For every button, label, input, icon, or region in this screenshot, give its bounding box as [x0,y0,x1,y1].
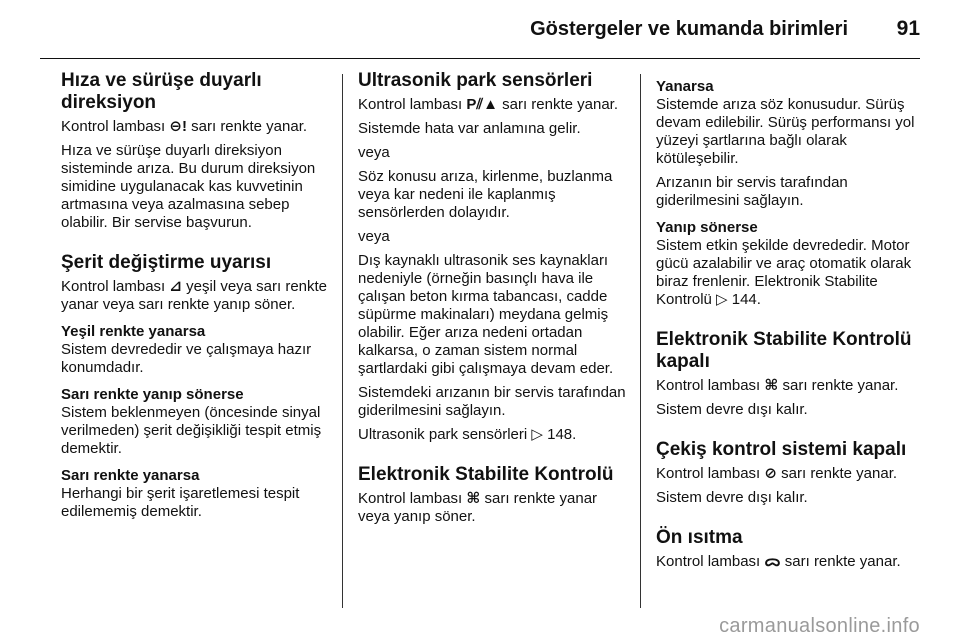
paragraph: Herhangi bir şerit işaretlemesi tespit edilememiş demektir. [61,485,300,520]
paragraph: Kontrol lambası ⊿ yeşil veya sarı renkte yanar veya sarı renkte yanıp söner. [61,278,328,313]
page-reference-link[interactable]: ▷ 144. [716,291,761,308]
paragraph: Kontrol lambası ᯅ sarı renkte yanar. [656,553,901,570]
column-divider-1 [342,74,343,608]
subheading: Yanarsa [656,78,714,95]
paragraph: Sistem etkin şekilde devrededir. Motor gücü azalabilir ve araç otomatik olarak biraz frenlenir. Elektronik Stabilite Kontrolü ▷ 144. [656,237,912,308]
column-2 [358,70,626,532]
header-title: Göstergeler ve kumanda birimleri [530,18,848,40]
section-title: Elektronik Stabilite Kontrolü kapalı [656,329,912,372]
paragraph: Sistem devrededir ve çalışmaya hazır konumdadır. [61,341,312,376]
page-number: 91 [896,17,920,40]
paragraph: Sistemde hata var anlamına gelir. [358,120,581,137]
section-title: Hıza ve sürüşe duyarlı direksiyon [61,70,262,113]
subheading: Sarı renkte yanarsa [61,467,200,484]
subheading: Sarı renkte yanıp sönerse [61,386,244,403]
header-rule [40,58,920,59]
paragraph: Sistemdeki arızanın bir servis tarafından giderilmesini sağlayın. [358,384,626,419]
section-title: Ultrasonik park sensörleri [358,70,593,91]
column-1 [61,70,329,527]
paragraph: Kontrol lambası P⫽▲ sarı renkte yanar. [358,96,619,113]
subheading: Yeşil renkte yanarsa [61,323,206,340]
section-title: Elektronik Stabilite Kontrolü [358,464,614,485]
paragraph: Kontrol lambası ⊘ sarı renkte yanar. [656,465,898,482]
paragraph: Ultrasonik park sensörleri ▷ 148. [358,426,577,443]
page-reference-link[interactable]: ▷ 148. [531,426,577,443]
watermark: carmanualsonline.info [719,615,920,637]
section-title: Çekiş kontrol sistemi kapalı [656,439,907,460]
paragraph: Sistem beklenmeyen (öncesinde sinyal verilmeden) şerit değişikliği tespit etmiş demektir. [61,404,322,457]
page-header [0,0,960,62]
paragraph: Kontrol lambası ⌘ sarı renkte yanar. [656,377,899,394]
lane-change-icon: ⊿ [169,278,182,295]
paragraph: Kontrol lambası ⊖! sarı renkte yanar. [61,118,308,135]
section-title: Ön ısıtma [656,527,743,548]
stability-control-icon: ⌘ [466,490,481,507]
column-3 [656,70,924,577]
park-sensor-icon: P⫽▲ [466,96,498,113]
section-title: Şerit değiştirme uyarısı [61,252,272,273]
paragraph: Kontrol lambası ⌘ sarı renkte yanar veya yanıp söner. [358,490,598,525]
steering-warning-icon: ⊖! [169,118,187,135]
paragraph: Dış kaynaklı ultrasonik ses kaynakları nedeniyle (örneğin basınçlı hava ile çalışan beton kırma tabancası, cadde süpürme makinaları) meydana gelmiş olabilir. Eğer arıza nedeni ortadan kalkarsa, o zaman sistem normal şartlardaki gibi çalışmaya devam eder. [358,252,614,377]
preheating-coil-icon: ᯅ [764,553,781,570]
paragraph: Hıza ve sürüşe duyarlı direksiyon sisteminde arıza. Bu durum direksiyon simidine uygulanacak kas kuvvetinin artmasına veya azalmasına sebep olabilir. Bir servise başvurun. [61,142,316,231]
paragraph: Sistemde arıza söz konusudur. Sürüş devam edilebilir. Sürüş performansı yol yüzeyi şartlarına bağlı olarak kötüleşebilir. [656,96,915,167]
column-divider-2 [640,74,641,608]
traction-control-off-icon: ⊘ [764,465,777,482]
subheading: Yanıp sönerse [656,219,758,236]
stability-control-off-icon: ⌘ [764,377,779,394]
paragraph: Arızanın bir servis tarafından giderilmesini sağlayın. [656,174,848,209]
paragraph: veya [358,144,390,161]
paragraph: Sistem devre dışı kalır. [656,401,808,418]
paragraph: Söz konusu arıza, kirlenme, buzlanma veya kar nedeni ile kaplanmış sensörlerden dolayıdır. [358,168,613,221]
paragraph: Sistem devre dışı kalır. [656,489,808,506]
paragraph: veya [358,228,390,245]
